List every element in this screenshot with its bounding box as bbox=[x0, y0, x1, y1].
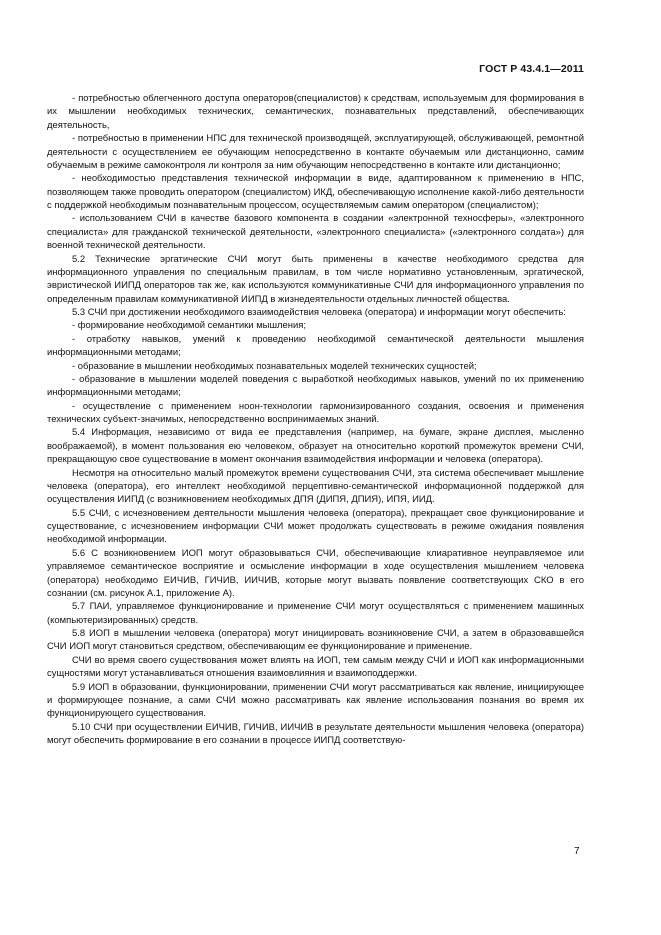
paragraph: 5.10 СЧИ при осуществлении ЕИЧИВ, ГИЧИВ, ИИЧИВ в результате деятельности мышления человека (оператора) могут обеспечить формирование в его сознании в процессе ИИПД соответствую- bbox=[47, 721, 584, 746]
paragraph: - потребностью облегченного доступа операторов(специалистов) к средствам, используемым для формирования в их мышлении необходимых технических, семантических, познавательных представлений, обеспечивающих деятельность, bbox=[47, 93, 584, 131]
paragraph: СЧИ во время своего существования может влиять на ИОП, тем самым между СЧИ и ИОП как информационными сущностями могут устанавливаться отношения взаимовлияния и взаимоподдержки. bbox=[47, 654, 584, 680]
list-item: - образование в мышлении необходимых познавательных моделей технических сущностей; bbox=[72, 360, 477, 372]
paragraph: 5.7 ПАИ, управляемое функционирование и применение СЧИ могут осуществляться с применением машинных (компьютеризированных) средств. bbox=[47, 601, 584, 626]
list-item: - образование в мышлении моделей поведения с выработкой необходимых навыков, умений по их применению информационными методами; bbox=[47, 373, 584, 399]
document-standard-id: ГОСТ Р 43.4.1—2011 bbox=[479, 63, 584, 75]
list-item: - отработку навыков, умений к проведению необходимой семантической деятельности мышления информационными методами; bbox=[47, 333, 584, 359]
paragraph: - использованием СЧИ в качестве базового компонента в создании «электронной техносферы», «электронного специалиста» для гражданской технической деятельности, «электронного специалиста» («электронного солдата») для военной технической деятельности. bbox=[47, 213, 584, 252]
list-item: - формирование необходимой семантики мышления; bbox=[72, 320, 307, 332]
paragraph: 5.9 ИОП в образовании, функционировании, применении СЧИ могут рассматриваться как явление, инициирующее и формирующее познание, а сами СЧИ можно рассматривать как явление использования познания во время их функционирующего существования. bbox=[47, 681, 584, 720]
paragraph: 5.3 СЧИ при достижении необходимого взаимодействия человека (оператора) и информации могут обеспечить: bbox=[72, 307, 566, 318]
paragraph: 5.2 Технические эргатические СЧИ могут быть применены в качестве необходимого средства для информационного управления по специальным правилам, в том числе нормативно установленным, эргатической, эвристической ИИПД операторов так же, как используются коммуникативные СЧИ для информационного управления по определенным правилам коммуникативной ИИПД в жизнедеятельности отдельных личностей общества. bbox=[47, 253, 584, 305]
paragraph: - необходимостью представления технической информации в виде, адаптированном к применению в НПС, позволяющем также проводить оператором (специалистом) ИКД, обеспечивающую исполнение какой-либо деятельности с поддержкой необходимым познавательным процессом, осуществляемым самим оператором (специалистом); bbox=[47, 173, 584, 211]
paragraph: - потребностью в применении НПС для технической производящей, эксплуатирующей, обслуживающей, ремонтной деятельности с осуществлением ее обучающим непосредственно в контакте обучаемым или дистанционно, самим обучаемым в режиме самоконтроля ли контроля за ним обучающим непосредственно в контакте или дистанционно; bbox=[47, 133, 584, 171]
paragraph: 5.8 ИОП в мышлении человека (оператора) могут инициировать возникновение СЧИ, а затем в образовавшейся СЧИ ИОП могут становиться средством, обеспечивающим ее функционирование и применение. bbox=[47, 628, 584, 653]
paragraph: 5.6 С возникновением ИОП могут образовываться СЧИ, обеспечивающие клиаративное неуправляемое или управляемое семантическое восприятие и осмысление информации в ходе осуществления мышлением человека (оператора) необходимо ЕИЧИВ, ГИЧИВ, ИИЧИВ, которые могут вызвать появление соответствующих СКО в его сознании (см. рисунок А.1, приложение А). bbox=[47, 547, 584, 599]
paragraph: 5.4 Информация, независимо от вида ее представления (например, на бумаге, экране дисплея, мысленно воображаемой), в момент пользования ею человеком, образует на относительно короткий промежуток времени СЧИ, прекращающую свое существование в момент окончания взаимодействия информации и человека (оператора). bbox=[47, 427, 584, 466]
page-number: 7 bbox=[574, 846, 580, 857]
paragraph: Несмотря на относительно малый промежуток времени существования СЧИ, эта система обеспечивает мышление человека (оператора), его интеллект необходимой перцептивно-семантической информационной поддержкой для осуществления ИИПД (с возникновением необходимых ДПЯ (ДИПЯ, ДПИЯ), ИПЯ, ИИД. bbox=[47, 467, 584, 506]
document-body bbox=[47, 92, 584, 747]
paragraph: 5.5 СЧИ, с исчезновением деятельности мышления человека (оператора), прекращает свое функционирование и существование, с исчезновением информации СЧИ может продолжать существовать в режиме ожидания появления необходимой информации. bbox=[47, 507, 584, 546]
list-item: - осуществление с применением ноон-технологии гармонизированного создания, освоения и применения технических субъект-значимых, непосредственно воспринимаемых знаний. bbox=[47, 400, 584, 425]
